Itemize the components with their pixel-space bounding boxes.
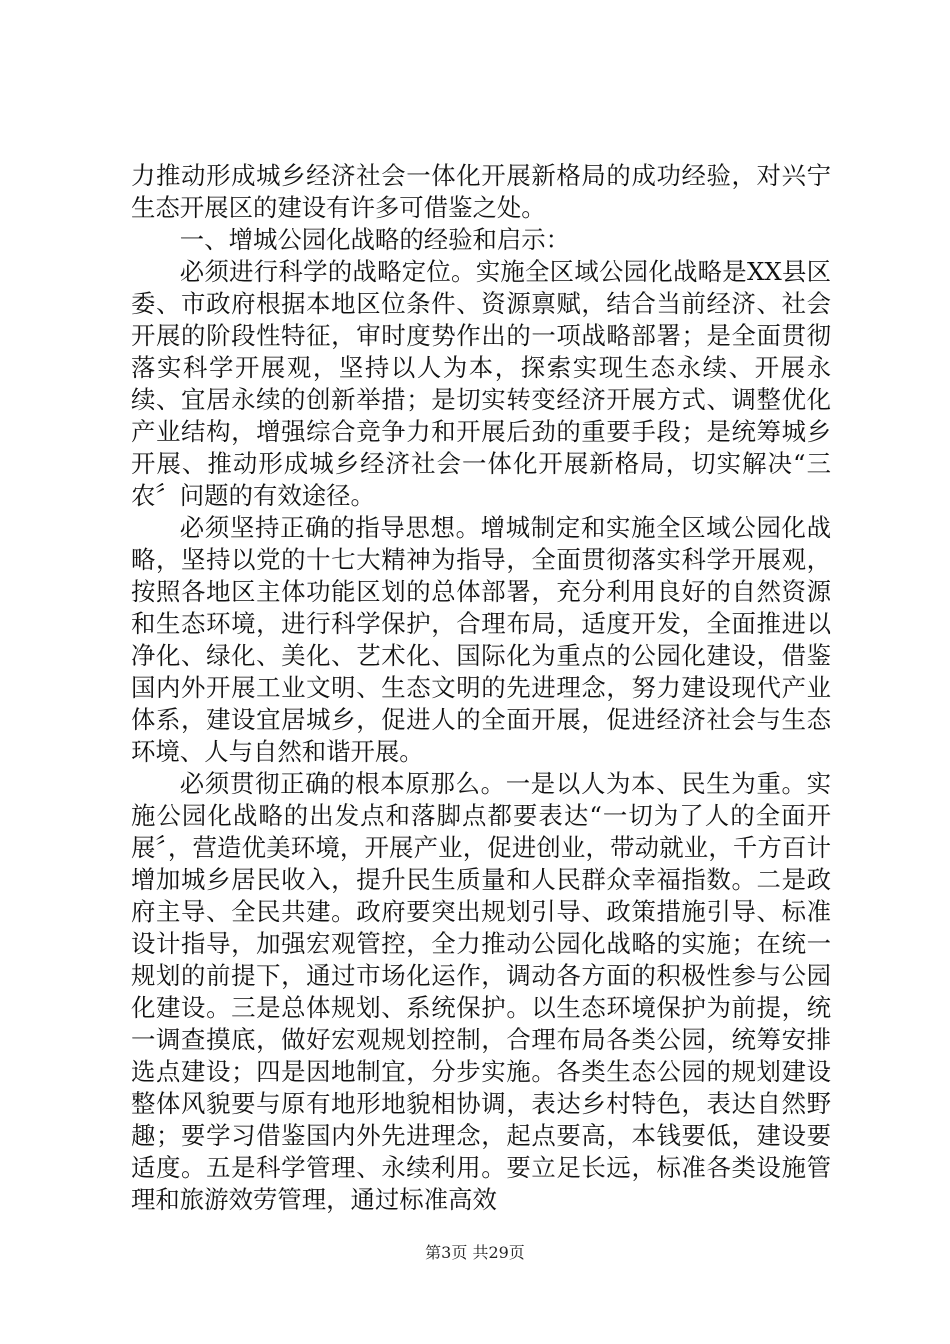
- paragraph-strategic-positioning: 必须进行科学的战略定位。实施全区域公园化战略是XX县区委、市政府根据本地区位条件、资源禀赋，结合当前经济、社会开展的阶段性特征，审时度势作出的一项战略部署；是全面贯彻落实科学开展观，坚持以人为本，探索实现生态永续、开展永续、宜居永续的创新举措；是切实转变经济开展方式、调整优化产业结构，增强综合竞争力和开展后劲的重要手段；是统筹城乡开展、推动形成城乡经济社会一体化开展新格局，切实解决“三农〞问题的有效途径。: [131, 257, 831, 510]
- section-heading: 一、增城公园化战略的经验和启示：: [179, 225, 571, 254]
- page-number-footer: 第3页 共29页: [425, 1243, 525, 1262]
- document-body: [131, 160, 831, 1216]
- paragraph-guiding-ideology: 必须坚持正确的指导思想。增城制定和实施全区域公园化战略，坚持以党的十七大精神为指导，全面贯彻落实科学开展观，按照各地区主体功能区划的总体部署，充分利用良好的自然资源和生态环境，进行科学保护，合理布局，适度开发，全面推进以净化、绿化、美化、艺术化、国际化为重点的公园化建设，借鉴国内外开展工业文明、生态文明的先进理念，努力建设现代产业体系，建设宜居城乡，促进人的全面开展，促进经济社会与生态环境、人与自然和谐开展。: [131, 513, 831, 766]
- paragraph-continuation: 力推动形成城乡经济社会一体化开展新格局的成功经验，对兴宁生态开展区的建设有许多可借鉴之处。: [131, 161, 831, 222]
- paragraph-basic-principles: 必须贯彻正确的根本原那么。一是以人为本、民生为重。实施公园化战略的出发点和落脚点都要表达“一切为了人的全面开展〞，营造优美环境，开展产业，促进创业，带动就业，千方百计增加城乡居民收入，提升民生质量和人民群众幸福指数。二是政府主导、全民共建。政府要突出规划引导、政策措施引导、标准设计指导，加强宏观管控，全力推动公园化战略的实施；在统一规划的前提下，通过市场化运作，调动各方面的积极性参与公园化建设。三是总体规划、系统保护。以生态环境保护为前提，统一调查摸底，做好宏观规划控制，合理布局各类公园，统筹安排选点建设；四是因地制宜，分步实施。各类生态公园的规划建设整体风貌要与原有地形地貌相协调，表达乡村特色，表达自然野趣；要学习借鉴国内外先进理念，起点要高，本钱要低，建设要适度。五是科学管理、永续利用。要立足长远，标准各类设施管理和旅游效劳管理，通过标准高效: [131, 769, 831, 1214]
